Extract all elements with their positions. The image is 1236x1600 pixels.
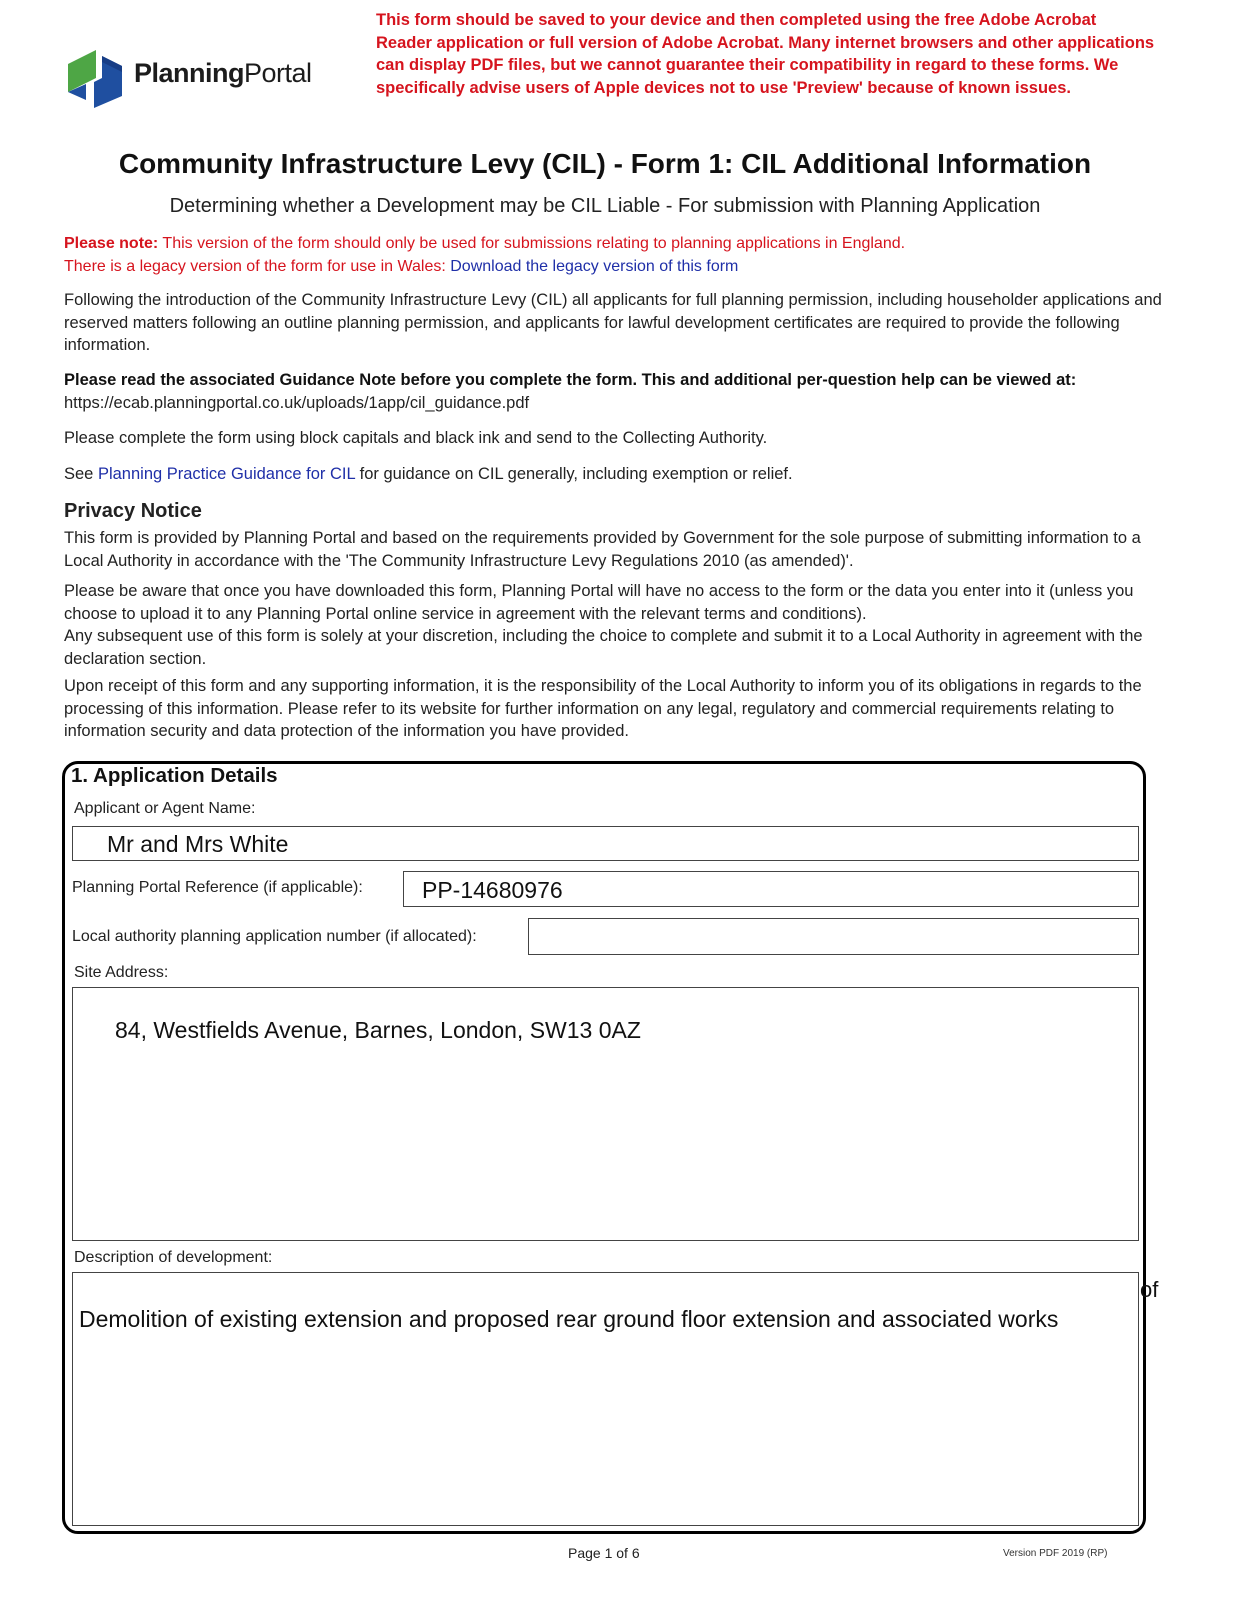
planning-practice-guidance-link[interactable]: Planning Practice Guidance for CIL (97, 465, 356, 483)
version-label: Version PDF 2019 (RP) (1003, 1548, 1108, 1559)
privacy-paragraph-1: This form is provided by Planning Portal and based on the requirements provided by Government for the sole purpose of submitting information to a Local Authority in accordance with the 'The Community Infrastructure Levy Regulations 2010 (as amended)'. (64, 529, 1141, 570)
form-title: Community Infrastructure Levy (CIL) - Form 1: CIL Additional Information (118, 148, 1092, 179)
site-address-field[interactable] (72, 987, 1139, 1241)
legacy-form-link[interactable]: Download the legacy version of this form (450, 258, 739, 275)
guidance-url-link[interactable]: https://ecab.planningportal.co.uk/uploads/1app/cil_guidance.pdf (64, 394, 530, 412)
description-field[interactable] (72, 1272, 1139, 1526)
description-label: Description of development: (74, 1249, 273, 1266)
section-title: 1. Application Details (71, 764, 278, 787)
site-address-value: 84, Westfields Avenue, Barnes, London, SW13 0AZ (115, 1017, 641, 1043)
guidance-note-text: Please read the associated Guidance Note before you complete the form. This and additional per-question help can be viewed at: (64, 371, 1077, 389)
planning-portal-logo-icon (66, 42, 126, 112)
block-capitals-instruction: Please complete the form using block capitals and black ink and send to the Collecting Authority. (64, 429, 768, 447)
applicant-name-field[interactable] (72, 826, 1139, 861)
site-address-label: Site Address: (74, 964, 169, 981)
compatibility-warning: This form should be saved to your device and then completed using the free Adobe Acrobat Reader application or full version of Adobe Acrobat. Many internet browsers and other applications can display PDF files, but we cannot guarantee their compatibility in regard to these forms. We specifically advise users of Apple devices not to use 'Preview' because of known issues. (376, 11, 1155, 97)
form-subtitle: Determining whether a Development may be CIL Liable - For submission with Planning Application (169, 195, 1041, 217)
pp-reference-value: PP-14680976 (422, 877, 563, 903)
privacy-paragraph-4: Upon receipt of this form and any supporting information, it is the responsibility of the Local Authority to inform you of its obligations in regards to the processing of this information. Please refer to its website for further information on any legal, regulatory and commercial requirements relating to information security and data protection of the information you have provided. (64, 677, 1142, 740)
pp-reference-field[interactable] (403, 871, 1139, 907)
note-label: Please note: (64, 235, 159, 252)
page-number: Page 1 of 6 (568, 1545, 640, 1561)
privacy-heading: Privacy Notice (64, 500, 202, 522)
la-application-number-label: Local authority planning application number (if allocated): (72, 928, 477, 945)
applicant-name-label: Applicant or Agent Name: (74, 800, 256, 817)
applicant-name-value: Mr and Mrs White (107, 831, 289, 857)
brand-wordmark: PlanningPortal (134, 58, 312, 88)
description-overflow-text: of (1140, 1277, 1159, 1302)
privacy-paragraph-3: Any subsequent use of this form is solely at your discretion, including the choice to complete and submit it to a Local Authority in agreement with the declaration section. (64, 627, 1143, 668)
see-guidance-line: See Planning Practice Guidance for CIL for guidance on CIL generally, including exemption or relief. (64, 465, 793, 483)
description-value: Demolition of existing extension and proposed rear ground floor extension and associated works (79, 1306, 1059, 1332)
pp-reference-label: Planning Portal Reference (if applicable): (72, 879, 363, 896)
privacy-paragraph-2: Please be aware that once you have downloaded this form, Planning Portal will have no access to the form or the data you enter into it (unless you choose to upload it to any Planning Portal online service in agreement with the relevant terms and conditions). (64, 582, 1134, 623)
england-only-note: Please note: This version of the form should only be used for submissions relating to planning applications in England. There is a legacy version of the form for use in Wales: Download the legacy version of this form (64, 235, 906, 275)
la-application-number-field[interactable] (528, 918, 1139, 955)
planning-portal-logo (66, 42, 336, 112)
intro-paragraph: Following the introduction of the Community Infrastructure Levy (CIL) all applicants for full planning permission, including householder applications and reserved matters following an outline planning permission, and applicants for lawful development certificates are required to provide the following information. (64, 291, 1162, 354)
